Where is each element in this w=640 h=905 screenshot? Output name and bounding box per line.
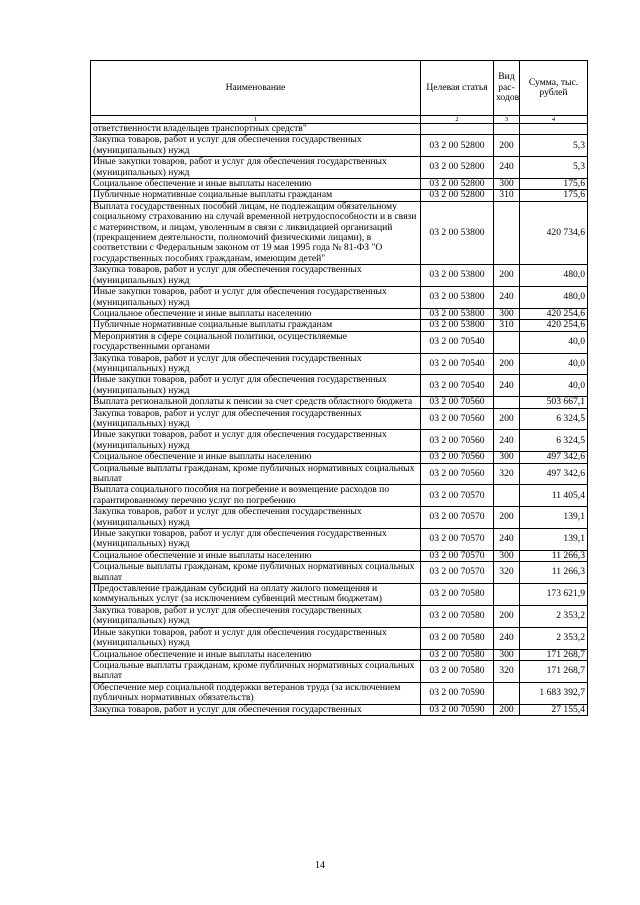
row-sum-cell: 420 734,6 bbox=[520, 201, 588, 264]
table-row bbox=[91, 287, 588, 309]
table-row bbox=[91, 584, 588, 606]
row-name-cell: Публичные нормативные социальные выплаты гражданам bbox=[91, 190, 421, 201]
row-name-cell: Закупка товаров, работ и услуг для обеспечения государственных (муниципальных) нужд bbox=[91, 408, 421, 430]
row-code-cell: 03 2 00 53800 bbox=[421, 308, 494, 319]
row-code-cell: 03 2 00 70560 bbox=[421, 397, 494, 408]
row-sum-cell: 175,6 bbox=[520, 190, 588, 201]
row-name-cell: Закупка товаров, работ и услуг для обеспечения государственных (муниципальных) нужд bbox=[91, 353, 421, 375]
row-kind-cell: 240 bbox=[494, 627, 520, 649]
row-sum-cell: 5,3 bbox=[520, 157, 588, 179]
table-body bbox=[91, 124, 588, 716]
table-row bbox=[91, 452, 588, 463]
row-kind-cell bbox=[494, 124, 520, 135]
row-code-cell: 03 2 00 70570 bbox=[421, 507, 494, 529]
row-code-cell: 03 2 00 70580 bbox=[421, 584, 494, 606]
row-code-cell: 03 2 00 70570 bbox=[421, 529, 494, 551]
table-row bbox=[91, 308, 588, 319]
row-name-cell: Публичные нормативные социальные выплаты гражданам bbox=[91, 320, 421, 331]
row-code-cell: 03 2 00 70560 bbox=[421, 430, 494, 452]
table-row bbox=[91, 627, 588, 649]
row-name-cell: Иные закупки товаров, работ и услуг для обеспечения государственных (муниципальных) нужд bbox=[91, 157, 421, 179]
page-number: 14 bbox=[315, 860, 325, 871]
table-header bbox=[91, 61, 588, 124]
column-index: 2 bbox=[421, 116, 494, 124]
table-row bbox=[91, 179, 588, 190]
row-kind-cell bbox=[494, 331, 520, 353]
row-kind-cell: 200 bbox=[494, 507, 520, 529]
table-row bbox=[91, 562, 588, 584]
row-code-cell: 03 2 00 70540 bbox=[421, 353, 494, 375]
row-sum-cell: 11 266,3 bbox=[520, 562, 588, 584]
table-row bbox=[91, 660, 588, 682]
row-name-cell: Предоставление гражданам субсидий на оплату жилого помещения и коммунальных услуг (за исключением субвенций местным бюджетам) bbox=[91, 584, 421, 606]
row-kind-cell: 200 bbox=[494, 704, 520, 715]
row-sum-cell: 139,1 bbox=[520, 507, 588, 529]
table-row bbox=[91, 408, 588, 430]
row-kind-cell: 240 bbox=[494, 430, 520, 452]
table-row bbox=[91, 157, 588, 179]
row-sum-cell: 6 324,5 bbox=[520, 408, 588, 430]
row-sum-cell: 40,0 bbox=[520, 375, 588, 397]
row-sum-cell: 5,3 bbox=[520, 135, 588, 157]
table-row bbox=[91, 375, 588, 397]
row-kind-cell bbox=[494, 397, 520, 408]
row-name-cell: Закупка товаров, работ и услуг для обеспечения государственных (муниципальных) нужд bbox=[91, 265, 421, 287]
row-sum-cell: 40,0 bbox=[520, 331, 588, 353]
row-kind-cell: 300 bbox=[494, 550, 520, 561]
table-row bbox=[91, 397, 588, 408]
row-code-cell: 03 2 00 70580 bbox=[421, 627, 494, 649]
table-row bbox=[91, 485, 588, 507]
row-name-cell: Социальное обеспечение и иные выплаты населению bbox=[91, 452, 421, 463]
row-sum-cell: 480,0 bbox=[520, 287, 588, 309]
row-sum-cell: 420 254,6 bbox=[520, 308, 588, 319]
row-kind-cell: 240 bbox=[494, 375, 520, 397]
row-code-cell: 03 2 00 70540 bbox=[421, 375, 494, 397]
row-name-cell: Социальное обеспечение и иные выплаты населению bbox=[91, 649, 421, 660]
row-name-cell: Социальные выплаты гражданам, кроме публичных нормативных социальных выплат bbox=[91, 660, 421, 682]
row-sum-cell: 11 266,3 bbox=[520, 550, 588, 561]
table-row bbox=[91, 463, 588, 485]
table-row bbox=[91, 605, 588, 627]
row-sum-cell: 171 268,7 bbox=[520, 649, 588, 660]
header-name: Наименование bbox=[91, 61, 421, 116]
row-name-cell: Социальные выплаты гражданам, кроме публичных нормативных социальных выплат bbox=[91, 463, 421, 485]
row-name-cell: Мероприятия в сфере социальной политики, осуществляемые государственными органами bbox=[91, 331, 421, 353]
row-code-cell: 03 2 00 53800 bbox=[421, 265, 494, 287]
row-code-cell: 03 2 00 52800 bbox=[421, 190, 494, 201]
row-code-cell: 03 2 00 70540 bbox=[421, 331, 494, 353]
table-row bbox=[91, 135, 588, 157]
row-code-cell: 03 2 00 70590 bbox=[421, 682, 494, 704]
row-code-cell: 03 2 00 70560 bbox=[421, 463, 494, 485]
row-name-cell: Иные закупки товаров, работ и услуг для обеспечения государственных (муниципальных) нужд bbox=[91, 430, 421, 452]
row-sum-cell: 40,0 bbox=[520, 353, 588, 375]
table-row bbox=[91, 529, 588, 551]
header-kind: Вид рас-ходов bbox=[494, 61, 520, 116]
row-sum-cell: 420 254,6 bbox=[520, 320, 588, 331]
row-code-cell: 03 2 00 70570 bbox=[421, 550, 494, 561]
row-name-cell: Социальные выплаты гражданам, кроме публичных нормативных социальных выплат bbox=[91, 562, 421, 584]
row-kind-cell bbox=[494, 201, 520, 264]
row-code-cell: 03 2 00 70580 bbox=[421, 605, 494, 627]
row-kind-cell: 310 bbox=[494, 190, 520, 201]
row-code-cell: 03 2 00 70580 bbox=[421, 649, 494, 660]
row-name-cell: Закупка товаров, работ и услуг для обеспечения государственных (муниципальных) нужд bbox=[91, 135, 421, 157]
row-sum-cell: 2 353,2 bbox=[520, 605, 588, 627]
row-name-cell: ответственности владельцев транспортных средств" bbox=[91, 124, 421, 135]
row-code-cell: 03 2 00 52800 bbox=[421, 179, 494, 190]
row-code-cell bbox=[421, 124, 494, 135]
table-row bbox=[91, 507, 588, 529]
row-sum-cell: 173 621,9 bbox=[520, 584, 588, 606]
row-code-cell: 03 2 00 53800 bbox=[421, 320, 494, 331]
row-name-cell: Обеспечение мер социальной поддержки ветеранов труда (за исключением публичных нормативных обязательств) bbox=[91, 682, 421, 704]
row-kind-cell: 200 bbox=[494, 408, 520, 430]
row-name-cell: Закупка товаров, работ и услуг для обеспечения государственных bbox=[91, 704, 421, 715]
row-code-cell: 03 2 00 52800 bbox=[421, 135, 494, 157]
row-sum-cell: 139,1 bbox=[520, 529, 588, 551]
row-code-cell: 03 2 00 70560 bbox=[421, 408, 494, 430]
table-row bbox=[91, 320, 588, 331]
row-sum-cell: 11 405,4 bbox=[520, 485, 588, 507]
row-kind-cell: 300 bbox=[494, 308, 520, 319]
table-row bbox=[91, 190, 588, 201]
table-row bbox=[91, 265, 588, 287]
row-name-cell: Выплата региональной доплаты к пенсии за счет средств областного бюджета bbox=[91, 397, 421, 408]
row-code-cell: 03 2 00 70580 bbox=[421, 660, 494, 682]
row-code-cell: 03 2 00 70570 bbox=[421, 562, 494, 584]
row-sum-cell bbox=[520, 124, 588, 135]
table-row bbox=[91, 550, 588, 561]
row-sum-cell: 27 155,4 bbox=[520, 704, 588, 715]
row-sum-cell: 171 268,7 bbox=[520, 660, 588, 682]
row-kind-cell bbox=[494, 584, 520, 606]
row-code-cell: 03 2 00 52800 bbox=[421, 157, 494, 179]
row-name-cell: Выплата государственных пособий лицам, не подлежащим обязательному социальному страхованию на случай временной нетрудоспособности и в связи с материнством, и лицам, уволенным в связи с ликвидацией организаций (прекращением деятельности, полномочий физическими лицами), в соответствии с Федеральным законом от 19 мая 1995 года № 81-ФЗ "О государственных пособиях гражданам, имеющим детей" bbox=[91, 201, 421, 264]
column-index: 3 bbox=[494, 116, 520, 124]
row-sum-cell: 497 342,6 bbox=[520, 463, 588, 485]
row-sum-cell: 2 353,2 bbox=[520, 627, 588, 649]
table-row bbox=[91, 353, 588, 375]
header-sum: Сумма, тыс. рублей bbox=[520, 61, 588, 116]
row-name-cell: Закупка товаров, работ и услуг для обеспечения государственных (муниципальных) нужд bbox=[91, 507, 421, 529]
row-kind-cell: 200 bbox=[494, 605, 520, 627]
table-row bbox=[91, 649, 588, 660]
row-name-cell: Социальное обеспечение и иные выплаты населению bbox=[91, 550, 421, 561]
row-name-cell: Социальное обеспечение и иные выплаты населению bbox=[91, 179, 421, 190]
table-row bbox=[91, 201, 588, 264]
row-code-cell: 03 2 00 53800 bbox=[421, 201, 494, 264]
row-kind-cell: 300 bbox=[494, 452, 520, 463]
row-code-cell: 03 2 00 70570 bbox=[421, 485, 494, 507]
row-kind-cell: 320 bbox=[494, 660, 520, 682]
row-name-cell: Иные закупки товаров, работ и услуг для обеспечения государственных (муниципальных) нужд bbox=[91, 375, 421, 397]
row-kind-cell: 200 bbox=[494, 265, 520, 287]
row-kind-cell: 320 bbox=[494, 562, 520, 584]
row-kind-cell: 240 bbox=[494, 287, 520, 309]
row-name-cell: Закупка товаров, работ и услуг для обеспечения государственных (муниципальных) нужд bbox=[91, 605, 421, 627]
row-sum-cell: 503 667,1 bbox=[520, 397, 588, 408]
row-sum-cell: 497 342,6 bbox=[520, 452, 588, 463]
row-code-cell: 03 2 00 70590 bbox=[421, 704, 494, 715]
row-kind-cell: 240 bbox=[494, 157, 520, 179]
row-kind-cell: 300 bbox=[494, 179, 520, 190]
row-name-cell: Иные закупки товаров, работ и услуг для обеспечения государственных (муниципальных) нужд bbox=[91, 529, 421, 551]
row-sum-cell: 175,6 bbox=[520, 179, 588, 190]
table-row bbox=[91, 704, 588, 715]
row-kind-cell: 200 bbox=[494, 353, 520, 375]
row-name-cell: Иные закупки товаров, работ и услуг для обеспечения государственных (муниципальных) нужд bbox=[91, 287, 421, 309]
row-name-cell: Выплата социального пособия на погребение и возмещение расходов по гарантированному перечню услуг по погребению bbox=[91, 485, 421, 507]
row-kind-cell: 300 bbox=[494, 649, 520, 660]
row-kind-cell bbox=[494, 682, 520, 704]
row-name-cell: Иные закупки товаров, работ и услуг для обеспечения государственных (муниципальных) нужд bbox=[91, 627, 421, 649]
row-code-cell: 03 2 00 53800 bbox=[421, 287, 494, 309]
row-sum-cell: 480,0 bbox=[520, 265, 588, 287]
row-name-cell: Социальное обеспечение и иные выплаты населению bbox=[91, 308, 421, 319]
budget-table bbox=[90, 60, 588, 716]
table-row bbox=[91, 124, 588, 135]
row-code-cell: 03 2 00 70560 bbox=[421, 452, 494, 463]
table-row bbox=[91, 331, 588, 353]
column-index: 1 bbox=[91, 116, 421, 124]
row-kind-cell bbox=[494, 485, 520, 507]
row-kind-cell: 320 bbox=[494, 463, 520, 485]
row-kind-cell: 200 bbox=[494, 135, 520, 157]
row-kind-cell: 240 bbox=[494, 529, 520, 551]
row-sum-cell: 6 324,5 bbox=[520, 430, 588, 452]
row-sum-cell: 1 683 392,7 bbox=[520, 682, 588, 704]
column-index: 4 bbox=[520, 116, 588, 124]
header-code: Целевая статья bbox=[421, 61, 494, 116]
row-kind-cell: 310 bbox=[494, 320, 520, 331]
table-row bbox=[91, 430, 588, 452]
table-row bbox=[91, 682, 588, 704]
